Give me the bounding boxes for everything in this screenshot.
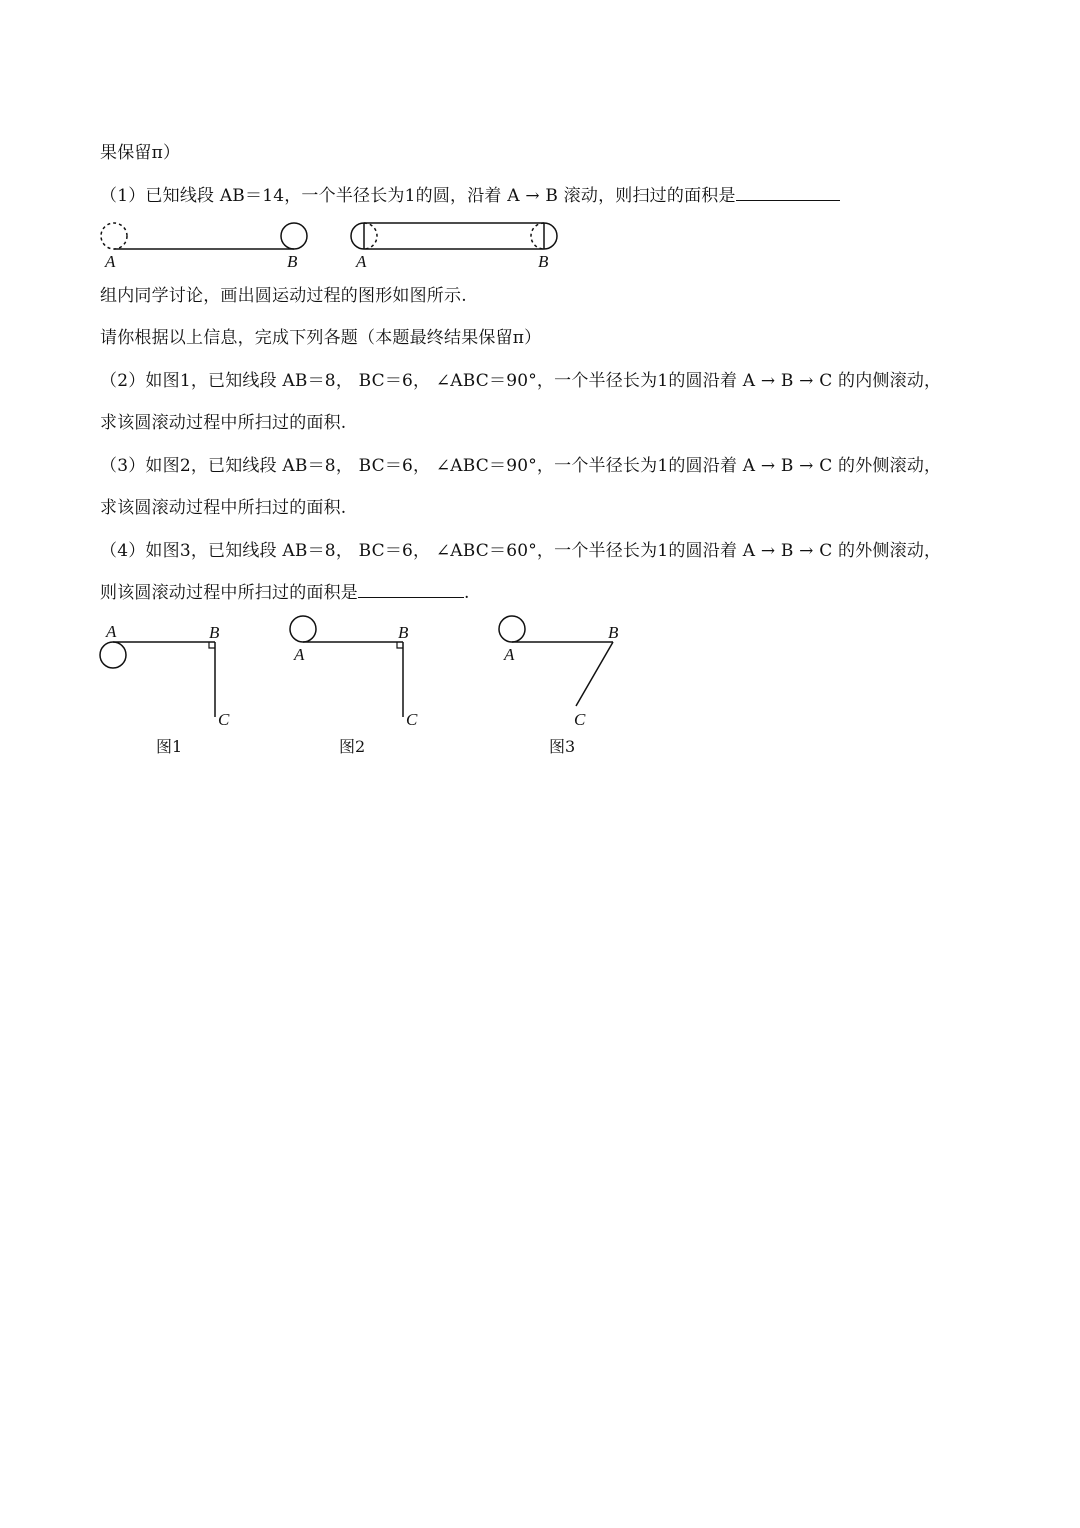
label-top-b2: B (538, 252, 549, 271)
figure-3 (499, 616, 613, 706)
fig3-circle (499, 616, 525, 642)
fig1-caption: 图1 (156, 737, 183, 756)
figure-2 (290, 616, 403, 717)
question-3: （3）如图2，已知线段 AB＝8， BC＝6， ∠ABC＝90°，一个半径长为1的圆沿着 A → B → C 的外侧滚动， (100, 456, 942, 476)
dashed-circle-start (101, 223, 127, 249)
fig2-right-angle-mark (397, 642, 403, 648)
question-4: （4）如图3，已知线段 AB＝8， BC＝6， ∠ABC＝60°，一个半径长为1的圆沿着 A → B → C 的外侧滚动， (100, 541, 942, 561)
figure-top-left (101, 223, 307, 249)
question-3-cont: 求该圆滚动过程中所扫过的面积. (100, 498, 347, 518)
fig2-caption: 图2 (339, 737, 366, 756)
figure-1 (100, 642, 215, 717)
fig3-label-b: B (608, 623, 619, 642)
text-line-3: 请你根据以上信息，完成下列各题（本题最终结果保留π） (100, 328, 542, 348)
question-2: （2）如图1，已知线段 AB＝8， BC＝6， ∠ABC＝90°，一个半径长为1的圆沿着 A → B → C 的内侧滚动， (100, 371, 942, 391)
fig2-label-b: B (398, 623, 409, 642)
question-4-cont-text: 则该圆滚动过程中所扫过的面积是 (100, 583, 358, 603)
fig1-right-angle-mark (209, 642, 215, 648)
fig2-label-a: A (294, 645, 305, 664)
label-top-a2: A (356, 252, 367, 271)
question-4-period: . (464, 583, 470, 603)
fig3-segment-bc (576, 642, 613, 706)
label-top-a: A (105, 252, 116, 271)
fig1-label-c: C (218, 710, 230, 729)
fig3-label-c: C (574, 710, 586, 729)
figure-top-right (351, 223, 557, 249)
text-line-2: 组内同学讨论，画出圆运动过程的图形如图所示. (100, 286, 467, 306)
fig3-label-a: A (504, 645, 515, 664)
fig3-caption: 图3 (549, 737, 576, 756)
question-1-text: （1）已知线段 AB＝14，一个半径长为1的圆，沿着 A → B 滚动，则扫过的面积是 (100, 186, 736, 206)
text-line-0: 果保留π） (100, 143, 181, 163)
fig1-label-b: B (209, 623, 220, 642)
fig2-circle (290, 616, 316, 642)
question-2-cont: 求该圆滚动过程中所扫过的面积. (100, 413, 347, 433)
dashed-arc-end (531, 223, 544, 249)
dashed-arc-start (364, 223, 377, 249)
fig2-label-c: C (406, 710, 418, 729)
solid-circle-end (281, 223, 307, 249)
fig1-circle (100, 642, 126, 668)
fig1-label-a: A (106, 622, 117, 641)
label-top-b: B (287, 252, 298, 271)
swept-region-outline (351, 223, 557, 249)
